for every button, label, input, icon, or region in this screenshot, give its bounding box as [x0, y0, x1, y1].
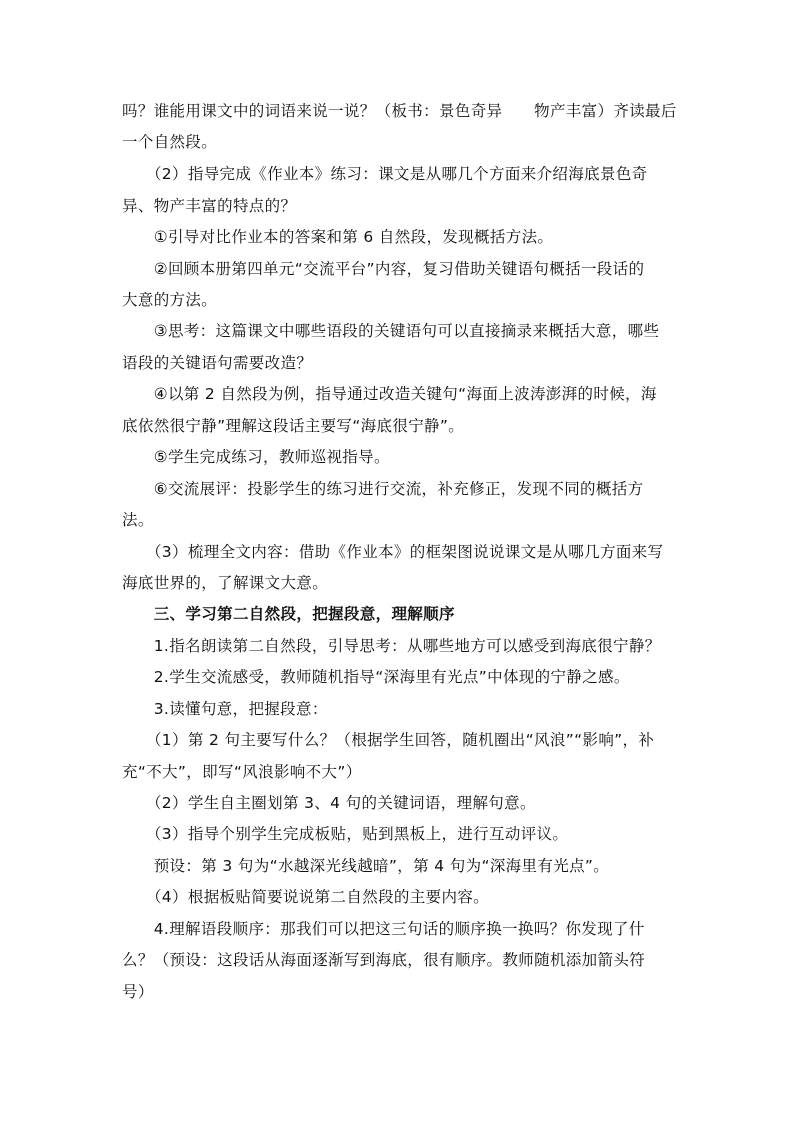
- text-line: （4）根据板贴简要说说第二自然段的主要内容。: [122, 888, 490, 906]
- text-line: （1）第 2 句主要写什么？（根据学生回答，随机圈出“风浪”“影响”，补: [122, 731, 655, 749]
- text-line: 充“不大”，即写“风浪影响不大”）: [122, 763, 362, 781]
- text-line: 3.读懂句意，把握段意：: [122, 700, 328, 718]
- text-line: ⑥交流展评：投影学生的练习进行交流，补充修正，发现不同的概括方: [122, 480, 644, 498]
- text-line: （3）梳理全文内容：借助《作业本》的框架图说说课文是从哪几方面来写: [122, 543, 664, 561]
- text-line: （2）学生自主圈划第 3、4 句的关键词语，理解句意。: [122, 794, 536, 812]
- text-line: 么？（预设：这段话从海面逐渐写到海底，很有顺序。教师随机添加箭头符: [122, 951, 646, 969]
- text-line: （3）指导个别学生完成板贴，贴到黑板上，进行互动评议。: [122, 825, 569, 843]
- text-line: ①引导对比作业本的答案和第 6 自然段，发现概括方法。: [122, 228, 554, 246]
- text-line: 1.指名朗读第二自然段，引导思考：从哪些地方可以感受到海底很宁静？: [122, 637, 661, 655]
- text-line: 预设：第 3 句为“水越深光线越暗”，第 4 句为“深海里有光点”。: [122, 857, 610, 875]
- text-line: ⑤学生完成练习，教师巡视指导。: [122, 448, 390, 466]
- text-line: 底依然很宁静”理解这段话主要写“海底很宁静”。: [122, 417, 465, 435]
- text-line: 异、物产丰富的特点的？: [122, 197, 297, 215]
- text-line: 法。: [122, 511, 154, 529]
- text-line: 海底世界的，了解课文大意。: [122, 574, 329, 592]
- text-line: 大意的方法。: [122, 291, 218, 309]
- section-heading: 三、学习第二自然段，把握段意，理解顺序: [122, 605, 455, 623]
- text-line: 4.理解语段顺序：那我们可以把这三句话的顺序换一换吗？你发现了什: [122, 920, 645, 938]
- text-line: ③思考：这篇课文中哪些语段的关键语句可以直接摘录来概括大意，哪些: [122, 322, 660, 340]
- text-line: ②回顾本册第四单元“交流平台”内容，复习借助关键语句概括一段话的: [122, 260, 645, 278]
- text-line: ④以第 2 自然段为例，指导通过改造关键句“海面上波涛澎湃的时候，海: [122, 385, 657, 403]
- text-line: （2）指导完成《作业本》练习：课文是从哪几个方面来介绍海底景色奇: [122, 165, 648, 183]
- text-line: 语段的关键语句需要改造？: [122, 354, 313, 372]
- text-line: 吗？谁能用课文中的词语来说一说？（板书：景色奇异 物产丰富）齐读最后: [122, 102, 677, 120]
- text-line: 2.学生交流感受，教师随机指导“深海里有光点”中体现的宁静之感。: [122, 668, 630, 686]
- text-line: 号）: [122, 983, 154, 1001]
- text-line: 一个自然段。: [122, 133, 218, 151]
